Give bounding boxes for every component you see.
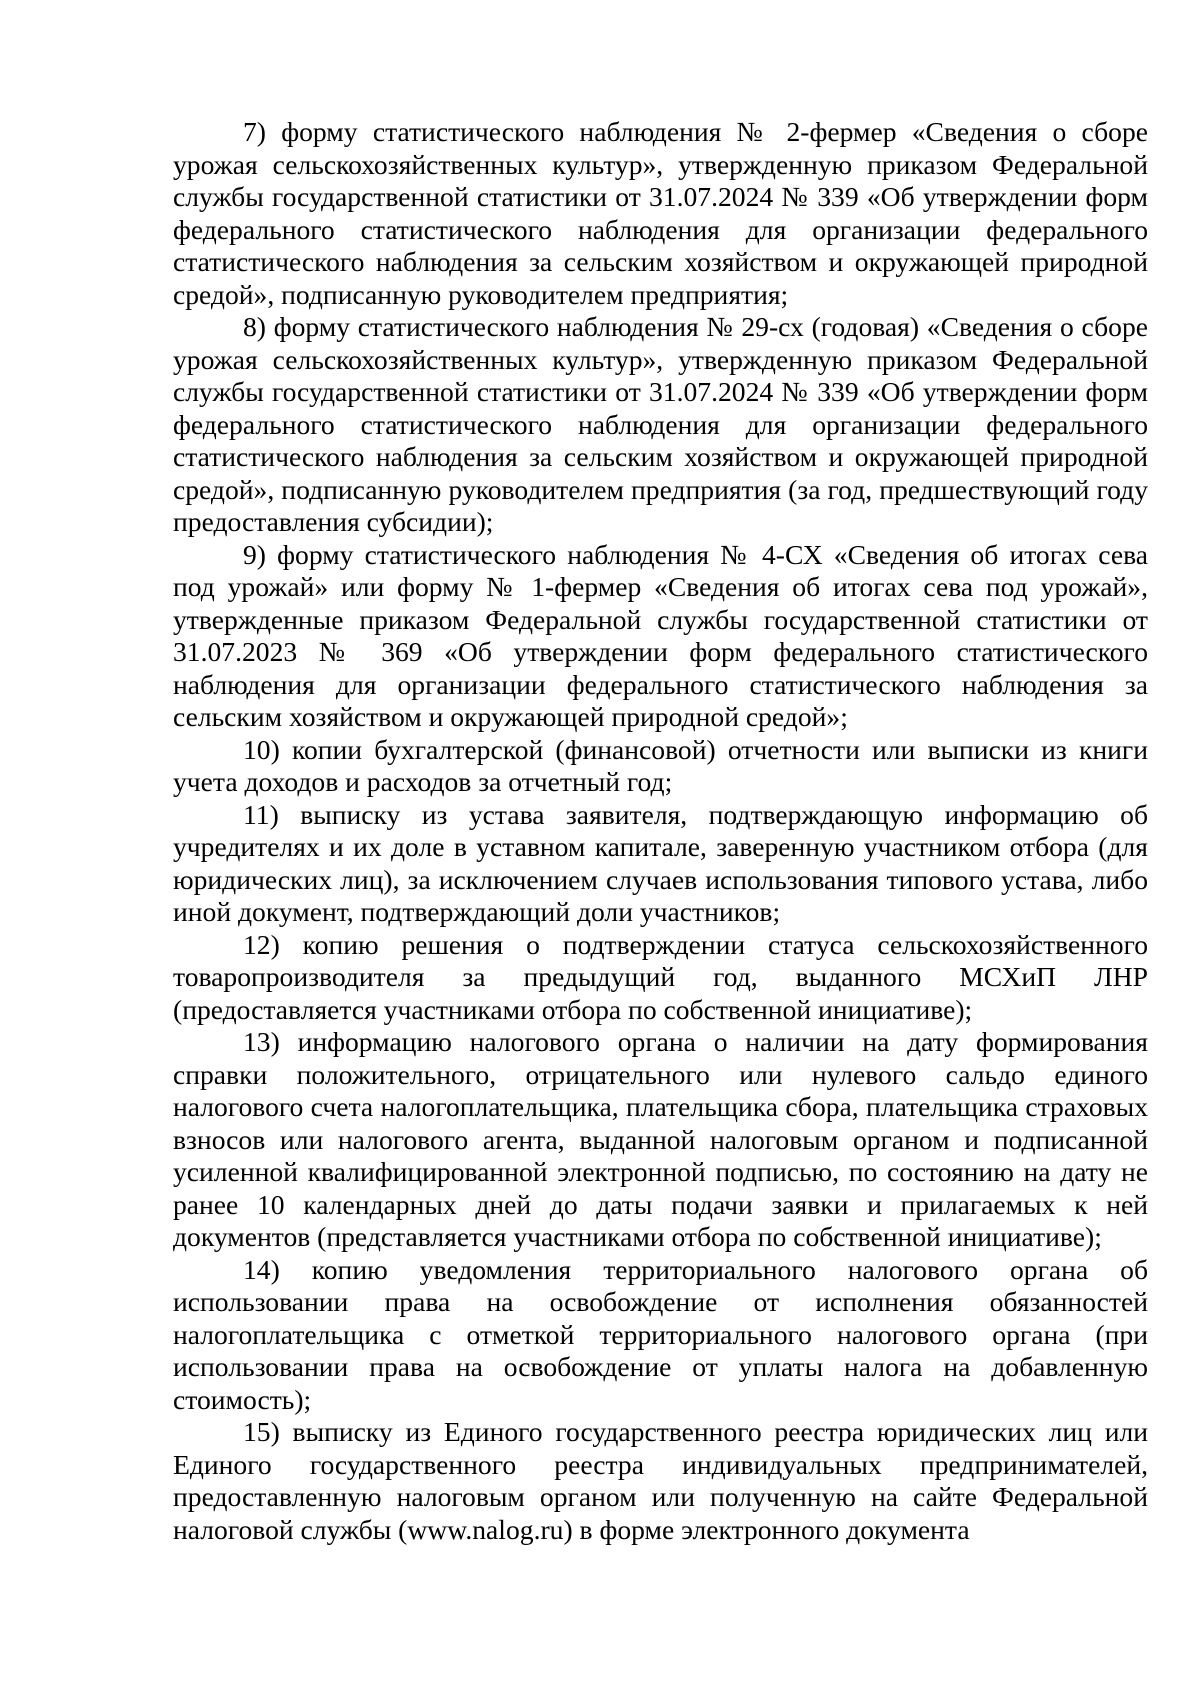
list-item-13: 13) информацию налогового органа о наличии на дату формирования справки положительного, отрицательного или нулевого сальдо единого налогового счета налогоплательщика, плательщика сбора, плательщика страховых взносов или налогового агента, выданной налоговым органом и подписанной усиленной квалифицированной электронной подписью, по состоянию на дату не ранее 10 календарных дней до даты подачи заявки и прилагаемых к ней документов (представляется участниками отбора по собственной инициативе); [173, 1026, 1148, 1252]
list-item-12: 12) копию решения о подтверждении статуса сельскохозяйственного товаропроизводителя за предыдущий год, выданного МСХиП ЛНР (предоставляется участниками отбора по собственной инициативе); [173, 928, 1148, 1025]
document-page [173, 116, 1148, 1546]
list-item-7: 7) форму статистического наблюдения № 2-фермер «Сведения о сборе урожая сельскохозяйственных культур», утвержденную приказом Федеральной службы государственной статистики от 31.07.2024 № 339 «Об утверждении форм федерального статистического наблюдения для организации федерального статистического наблюдения за сельским хозяйством и окружающей природной средой», подписанную руководителем предприятия; [173, 116, 1148, 310]
list-item-9: 9) форму статистического наблюдения № 4-СХ «Сведения об итогах сева под урожай» или форму № 1-фермер «Сведения об итогах сева под урожай», утвержденные приказом Федеральной службы государственной статистики от 31.07.2023 № 369 «Об утверждении форм федерального статистического наблюдения для организации федерального статистического наблюдения за сельским хозяйством и окружающей природной средой»; [173, 538, 1148, 732]
list-item-15: 15) выписку из Единого государственного реестра юридических лиц или Единого государственного реестра индивидуальных предпринимателей, предоставленную налоговым органом или полученную на сайте Федеральной налоговой службы (www.nalog.ru) в форме электронного документа [173, 1416, 1148, 1545]
list-item-14: 14) копию уведомления территориального налогового органа об использовании права на освобождение от исполнения обязанностей налогоплательщика с отметкой территориального налогового органа (при использовании права на освобождение от уплаты налога на добавленную стоимость); [173, 1253, 1148, 1415]
list-item-10: 10) копии бухгалтерской (финансовой) отчетности или выписки из книги учета доходов и расходов за отчетный год; [173, 733, 1148, 797]
list-item-11: 11) выписку из устава заявителя, подтверждающую информацию об учредителях и их доле в уставном капитале, заверенную участником отбора (для юридических лиц), за исключением случаев использования типового устава, либо иной документ, подтверждающий доли участников; [173, 798, 1148, 927]
list-item-8: 8) форму статистического наблюдения № 29-сх (годовая) «Сведения о сборе урожая сельскохозяйственных культур», утвержденную приказом Федеральной службы государственной статистики от 31.07.2024 № 339 «Об утверждении форм федерального статистического наблюдения для организации федерального статистического наблюдения за сельским хозяйством и окружающей природной средой», подписанную руководителем предприятия (за год, предшествующий году предоставления субсидии); [173, 311, 1148, 537]
